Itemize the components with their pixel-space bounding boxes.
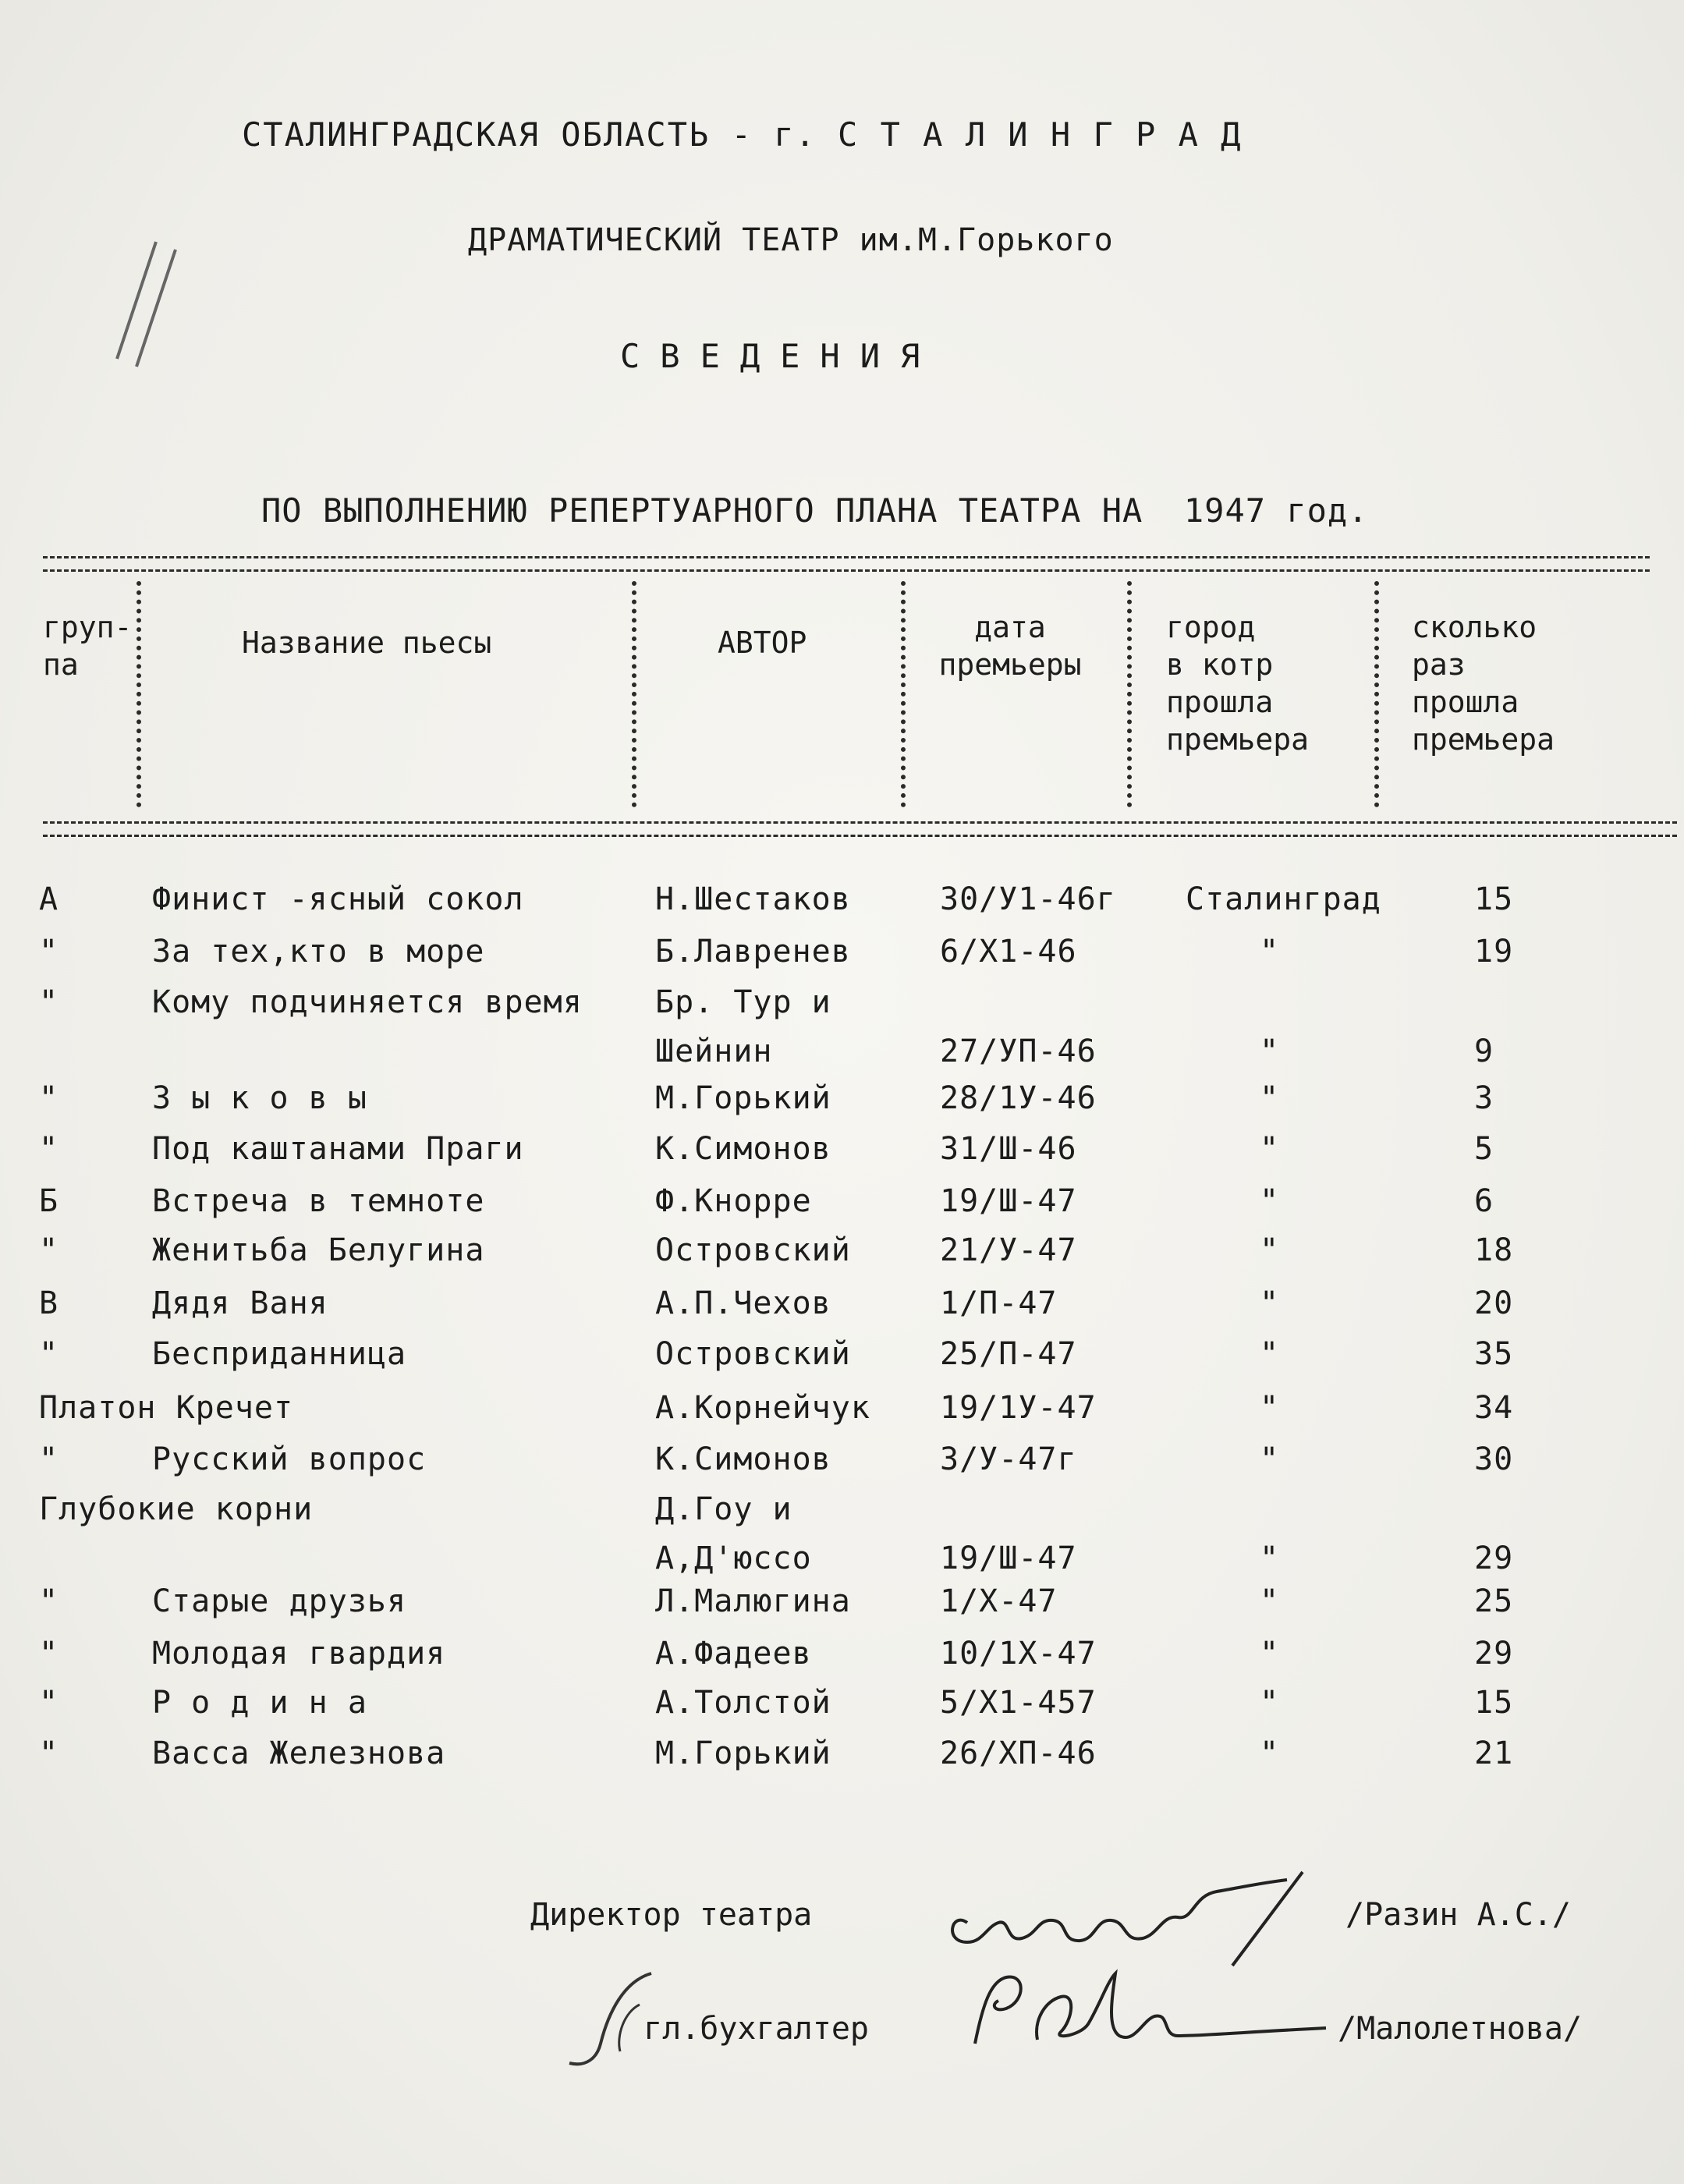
row-premiere-date: 6/Х1-46 <box>940 934 1077 970</box>
row-city: " <box>1260 1183 1280 1219</box>
row-count: 3 <box>1474 1080 1494 1116</box>
row-author: Н.Шестаков <box>655 881 851 917</box>
row-premiere-date: 1/Х-47 <box>940 1583 1058 1619</box>
row-premiere-date: 31/Ш-46 <box>940 1131 1077 1167</box>
row-count: 5 <box>1474 1131 1494 1167</box>
row-group: " <box>39 1736 59 1771</box>
row-city: " <box>1260 1736 1280 1771</box>
row-group: А <box>39 881 59 917</box>
row-title: Кому подчиняется время <box>152 984 583 1020</box>
row-premiere-date: 1/П-47 <box>940 1285 1058 1321</box>
document-title: СВЕДЕНИЯ <box>620 337 941 375</box>
row-author: А.П.Чехов <box>655 1285 831 1321</box>
row-city: " <box>1260 1131 1280 1167</box>
row-count: 6 <box>1474 1183 1494 1219</box>
row-title: Встреча в темноте <box>152 1183 485 1219</box>
row-city: " <box>1260 934 1280 970</box>
row-count: 30 <box>1474 1441 1514 1477</box>
row-count: 25 <box>1474 1583 1514 1619</box>
row-count: 19 <box>1474 934 1514 970</box>
pencil-slash-mark <box>101 234 187 374</box>
row-author: А.Толстой <box>655 1685 831 1721</box>
accountant-label: гл.бухгалтер <box>643 2011 869 2047</box>
row-premiere-date: 10/1Х-47 <box>940 1636 1097 1672</box>
row-author: Островский <box>655 1336 851 1372</box>
row-title: Платон Кречет <box>39 1390 294 1426</box>
column-header-count: сколько раз прошла премьера <box>1412 610 1555 757</box>
row-group: " <box>39 1080 59 1116</box>
row-city: Сталинград <box>1186 881 1381 917</box>
row-author: Островский <box>655 1232 851 1268</box>
row-city: " <box>1260 1232 1280 1268</box>
row-group: " <box>39 1583 59 1619</box>
row-group: " <box>39 1232 59 1268</box>
column-header-date: дата премьеры <box>938 610 1082 682</box>
column-header-group: груп- па <box>43 610 133 682</box>
accountant-signature <box>952 1958 1342 2067</box>
row-author: Ф.Кнорре <box>655 1183 812 1219</box>
row-title: Русский вопрос <box>152 1441 427 1477</box>
column-separator <box>901 581 906 807</box>
header-region-city: СТАЛИНГРАДСКАЯ ОБЛАСТЬ - г. С Т А Л И Н Г Р А Д <box>242 115 1243 154</box>
row-group: " <box>39 1636 59 1672</box>
row-group: Б <box>39 1183 59 1219</box>
row-city: " <box>1260 1441 1280 1477</box>
column-separator <box>632 581 636 807</box>
row-city: " <box>1260 1034 1280 1069</box>
row-title: За тех,кто в море <box>152 934 485 970</box>
accountant-pencil-mark <box>562 1966 663 2075</box>
row-title: Бесприданница <box>152 1336 407 1372</box>
row-title: Р о д и н а <box>152 1685 367 1721</box>
table-top-rule <box>43 556 1650 572</box>
row-title: Под каштанами Праги <box>152 1131 524 1167</box>
row-count: 15 <box>1474 1685 1514 1721</box>
row-author: Д.Гоу и <box>655 1491 792 1527</box>
column-header-title: Название пьесы <box>242 626 492 660</box>
director-name: /Разин А.С./ <box>1345 1897 1571 1933</box>
row-count: 15 <box>1474 881 1514 917</box>
row-title: Финист -ясный сокол <box>152 881 524 917</box>
row-count: 21 <box>1474 1736 1514 1771</box>
header-theatre-name: ДРАМАТИЧЕСКИЙ ТЕАТР им.М.Горького <box>468 222 1114 258</box>
row-author: М.Горький <box>655 1080 831 1116</box>
director-label: Директор театра <box>530 1897 813 1933</box>
row-group: " <box>39 1131 59 1167</box>
row-count: 20 <box>1474 1285 1514 1321</box>
row-premiere-date: 19/1У-47 <box>940 1390 1097 1426</box>
document-subtitle: ПО ВЫПОЛНЕНИЮ РЕПЕРТУАРНОГО ПЛАНА ТЕАТРА НА 1947 год. <box>261 491 1369 530</box>
column-header-author: АВТОР <box>718 626 807 660</box>
row-author: А.Фадеев <box>655 1636 812 1672</box>
row-premiere-date: 25/П-47 <box>940 1336 1077 1372</box>
row-group: " <box>39 934 59 970</box>
row-author-line2: Шейнин <box>655 1034 773 1069</box>
row-premiere-date: 19/Ш-47 <box>940 1540 1077 1576</box>
row-group: " <box>39 1685 59 1721</box>
row-city: " <box>1260 1390 1280 1426</box>
row-title: Старые друзья <box>152 1583 407 1619</box>
row-city: " <box>1260 1636 1280 1672</box>
row-title: Глубокие корни <box>39 1491 314 1527</box>
row-author: М.Горький <box>655 1736 831 1771</box>
row-author: Л.Малюгина <box>655 1583 851 1619</box>
row-city: " <box>1260 1685 1280 1721</box>
row-count: 29 <box>1474 1636 1514 1672</box>
row-group: В <box>39 1285 59 1321</box>
row-premiere-date: 3/У-47г <box>940 1441 1077 1477</box>
row-city: " <box>1260 1080 1280 1116</box>
row-count: 34 <box>1474 1390 1514 1426</box>
row-title: Дядя Ваня <box>152 1285 328 1321</box>
row-city: " <box>1260 1285 1280 1321</box>
row-author: Б.Лавренев <box>655 934 851 970</box>
row-group: " <box>39 1441 59 1477</box>
row-city: " <box>1260 1540 1280 1576</box>
accountant-name: /Малолетнова/ <box>1338 2011 1583 2047</box>
row-title: Васса Железнова <box>152 1736 446 1771</box>
table-header-bottom-rule <box>43 821 1677 837</box>
row-premiere-date: 30/У1-46г <box>940 881 1116 917</box>
row-group: " <box>39 1336 59 1372</box>
row-author: К.Симонов <box>655 1131 831 1167</box>
row-premiere-date: 27/УП-46 <box>940 1034 1097 1069</box>
row-city: " <box>1260 1336 1280 1372</box>
row-count: 35 <box>1474 1336 1514 1372</box>
row-premiere-date: 19/Ш-47 <box>940 1183 1077 1219</box>
column-separator <box>1374 581 1379 807</box>
row-author: К.Симонов <box>655 1441 831 1477</box>
row-title: З ы к о в ы <box>152 1080 367 1116</box>
row-count: 29 <box>1474 1540 1514 1576</box>
row-group: " <box>39 984 59 1020</box>
column-header-city: город в котр прошла премьера <box>1166 610 1310 757</box>
column-separator <box>1127 581 1132 807</box>
row-author: Бр. Тур и <box>655 984 831 1020</box>
column-separator <box>136 581 141 807</box>
row-count: 18 <box>1474 1232 1514 1268</box>
row-premiere-date: 5/Х1-457 <box>940 1685 1097 1721</box>
row-title: Женитьба Белугина <box>152 1232 485 1268</box>
director-signature <box>936 1849 1342 1973</box>
row-premiere-date: 26/ХП-46 <box>940 1736 1097 1771</box>
row-premiere-date: 28/1У-46 <box>940 1080 1097 1116</box>
row-premiere-date: 21/У-47 <box>940 1232 1077 1268</box>
row-title: Молодая гвардия <box>152 1636 446 1672</box>
row-city: " <box>1260 1583 1280 1619</box>
row-author: А.Корнейчук <box>655 1390 870 1426</box>
row-author-line2: А,Д'юссо <box>655 1540 812 1576</box>
row-count: 9 <box>1474 1034 1494 1069</box>
